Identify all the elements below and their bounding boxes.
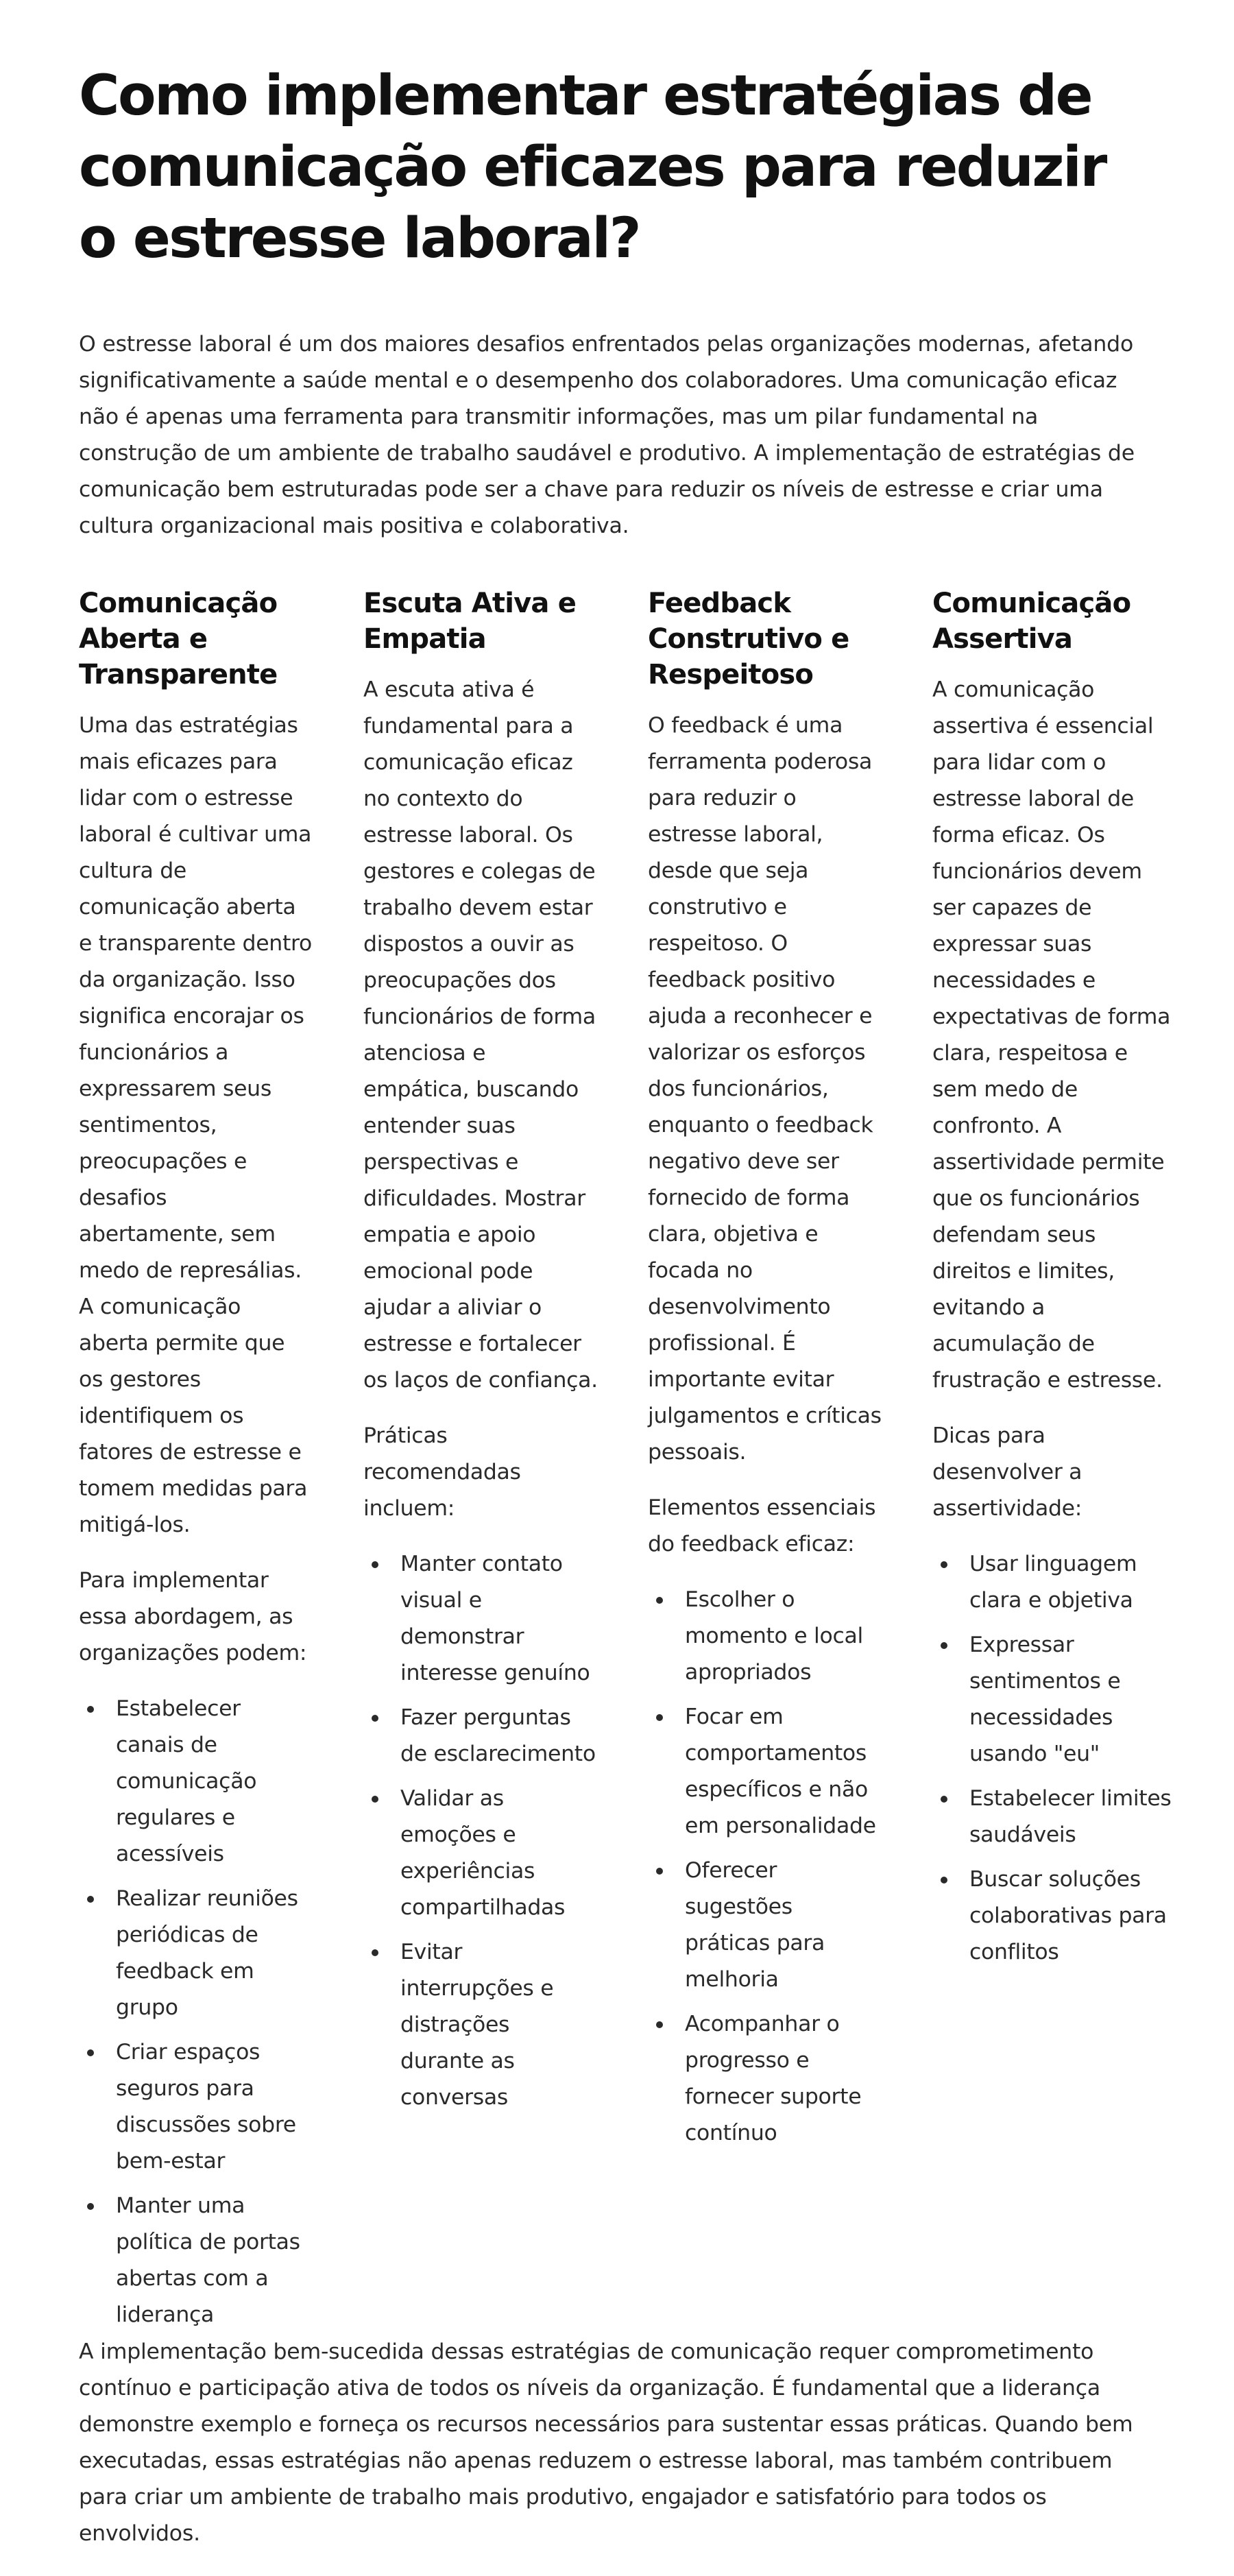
list-item-text: Oferecer sugestões práticas para melhoria xyxy=(685,1858,825,1992)
bullet-icon xyxy=(372,1796,378,1803)
bullet-icon xyxy=(372,1561,378,1568)
column-heading: Comunicação Aberta e Transparente xyxy=(79,588,278,690)
bullet-icon xyxy=(87,2049,94,2056)
list-item xyxy=(932,1546,1172,1619)
list-item xyxy=(79,2188,313,2333)
list-item-text: Estabelecer canais de comunicação regulares e acessíveis xyxy=(116,1696,257,1866)
bullet-icon xyxy=(87,1896,94,1903)
list-item-text: Manter contato visual e demonstrar interesse genuíno xyxy=(400,1552,590,1685)
list-item-text: Validar as emoções e experiências compartilhadas xyxy=(400,1786,566,1920)
list-item xyxy=(79,2034,313,2180)
column-heading: Feedback Construtivo e Respeitoso xyxy=(648,588,849,690)
bullet-list xyxy=(363,1546,598,2116)
bullet-icon xyxy=(941,1561,947,1568)
bullet-icon xyxy=(656,1714,663,1721)
bullet-list xyxy=(932,1546,1172,1971)
list-item-text: Focar em comportamentos específicos e não em personalidade xyxy=(685,1705,876,1838)
strategy-columns xyxy=(79,586,1172,2342)
column-list-intro: Para implementar essa abordagem, as organizações podem: xyxy=(79,1568,307,1665)
list-item xyxy=(932,1627,1172,1772)
bullet-icon xyxy=(372,1949,378,1956)
column-heading: Comunicação Assertiva xyxy=(932,588,1131,655)
list-item-text: Evitar interrupções e distrações durante as conversas xyxy=(400,1940,554,2110)
list-item-text: Manter uma política de portas abertas com a liderança xyxy=(116,2193,300,2327)
strategy-column-constructive-feedback xyxy=(648,586,882,2342)
column-body: A escuta ativa é fundamental para a comunicação eficaz no contexto do estresse laboral. Os gestores e colegas de trabalho devem estar dispostos a ouvir as preocupações dos funcionários de forma atenciosa e empática, buscando entender suas perspectivas e dificuldades. Mostrar empatia e apoio emocional pode ajudar a aliviar o estresse e fortalecer os laços de confiança. xyxy=(363,677,598,1393)
list-item xyxy=(79,1881,313,2026)
list-item xyxy=(648,1699,882,1844)
intro-paragraph: O estresse laboral é um dos maiores desafios enfrentados pelas organizações modernas, afetando significativamente a saúde mental e o desempenho dos colaboradores. Uma comunicação eficaz não é apenas uma ferramenta para transmitir informações, mas um pilar fundamental na construção de um ambiente de trabalho saudável e produtivo. A implementação de estratégias de comunicação bem estruturadas pode ser a chave para reduzir os níveis de estresse e criar uma cultura organizacional mais positiva e colaborativa. xyxy=(79,332,1135,538)
list-item xyxy=(648,2006,882,2152)
page-title: Como implementar estratégias de comunicação eficazes para reduzir o estresse laboral? xyxy=(79,64,1106,271)
list-item-text: Estabelecer limites saudáveis xyxy=(969,1786,1172,1847)
strategy-column-active-listening xyxy=(363,586,598,2342)
bullet-icon xyxy=(372,1715,378,1722)
list-item-text: Usar linguagem clara e objetiva xyxy=(969,1552,1137,1613)
bullet-list xyxy=(79,1691,313,2333)
bullet-icon xyxy=(941,1642,947,1649)
list-item xyxy=(363,1781,598,1926)
column-body: A comunicação assertiva é essencial para lidar com o estresse laboral de forma eficaz. Os funcionários devem ser capazes de expressar suas necessidades e expectativas de forma clara, respeitosa e sem medo de confronto. A assertividade permite que os funcionários defendam seus direitos e limites, evitando a acumulação de frustração e estresse. xyxy=(932,677,1171,1393)
list-item xyxy=(363,1934,598,2116)
list-item-text: Expressar sentimentos e necessidades usando "eu" xyxy=(969,1633,1121,1766)
strategy-column-open-communication xyxy=(79,586,313,2342)
column-body: O feedback é uma ferramenta poderosa para reduzir o estresse laboral, desde que seja construtivo e respeitoso. O feedback positivo ajuda a reconhecer e valorizar os esforços dos funcionários, enquanto o feedback negativo deve ser fornecido de forma clara, objetiva e focada no desenvolvimento profissional. É importante evitar julgamentos e críticas pessoais. xyxy=(648,713,882,1465)
bullet-icon xyxy=(941,1796,947,1803)
bullet-icon xyxy=(87,2203,94,2210)
column-list-intro: Dicas para desenvolver a assertividade: xyxy=(932,1423,1082,1521)
bullet-icon xyxy=(656,1868,663,1875)
list-item-text: Acompanhar o progresso e fornecer suporte contínuo xyxy=(685,2012,862,2145)
bullet-list xyxy=(648,1582,882,2152)
column-list-intro: Elementos essenciais do feedback eficaz: xyxy=(648,1495,876,1556)
bullet-icon xyxy=(656,1597,663,1604)
list-item xyxy=(363,1700,598,1772)
list-item xyxy=(648,1582,882,1691)
bullet-icon xyxy=(87,1706,94,1713)
list-item-text: Buscar soluções colaborativas para conflitos xyxy=(969,1867,1167,1964)
column-body: Uma das estratégias mais eficazes para lidar com o estresse laboral é cultivar uma cultura de comunicação aberta e transparente dentro da organização. Isso significa encorajar os funcionários a expressarem seus sentimentos, preocupações e desafios abertamente, sem medo de represálias. A comunicação aberta permite que os gestores identifiquem os fatores de estresse e tomem medidas para mitigá-los. xyxy=(79,713,312,1537)
bullet-icon xyxy=(656,2021,663,2028)
column-list-intro: Práticas recomendadas incluem: xyxy=(363,1423,521,1521)
list-item-text: Fazer perguntas de esclarecimento xyxy=(400,1705,596,1766)
list-item xyxy=(363,1546,598,1692)
list-item-text: Realizar reuniões periódicas de feedback em grupo xyxy=(116,1886,298,2020)
list-item xyxy=(932,1862,1172,1971)
strategy-column-assertive-communication xyxy=(932,586,1172,2342)
list-item xyxy=(932,1781,1172,1853)
list-item xyxy=(648,1853,882,1998)
conclusion-paragraph: A implementação bem-sucedida dessas estratégias de comunicação requer comprometimento contínuo e participação ativa de todos os níveis da organização. É fundamental que a liderança demonstre exemplo e forneça os recursos necessários para sustentar essas práticas. Quando bem executadas, essas estratégias não apenas reduzem o estresse laboral, mas também contribuem para criar um ambiente de trabalho mais produtivo, engajador e satisfatório para todos os envolvidos. xyxy=(79,2339,1133,2546)
list-item xyxy=(79,1691,313,1873)
column-heading: Escuta Ativa e Empatia xyxy=(363,588,577,655)
bullet-icon xyxy=(941,1877,947,1883)
list-item-text: Criar espaços seguros para discussões sobre bem-estar xyxy=(116,2040,296,2174)
list-item-text: Escolher o momento e local apropriados xyxy=(685,1587,863,1685)
